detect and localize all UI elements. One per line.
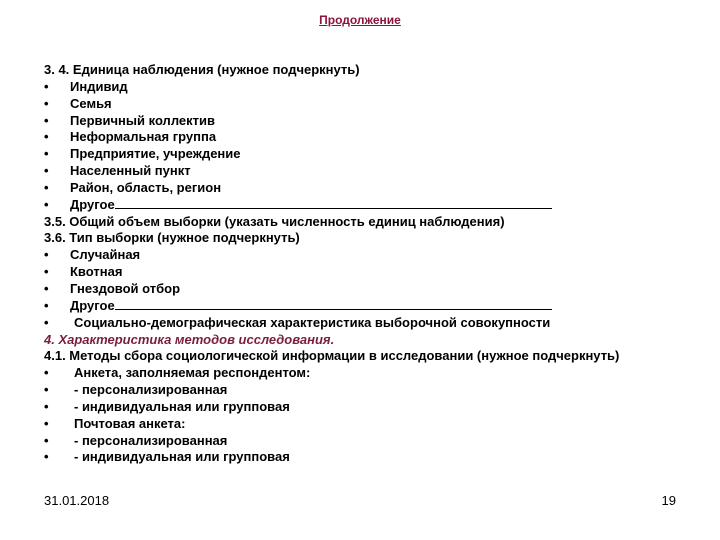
footer-date: 31.01.2018 [44,493,110,508]
list-item-label: Индивид [70,78,128,94]
bullet-icon: • [44,196,49,212]
heading-3-4: 3. 4. Единица наблюдения (нужное подчеркнуть) [44,62,360,77]
list-item-primary-collective [44,113,704,130]
bullet-icon: • [44,179,49,195]
fill-in-blank[interactable] [115,298,552,310]
list-item-individual-group [44,399,704,416]
bullet-icon: • [44,432,49,448]
list-item-label: Почтовая анкета: [74,415,186,431]
bullet-icon: • [44,95,49,111]
list-item-label: - индивидуальная или групповая [74,449,290,465]
list-item-personalized [44,382,704,399]
list-item-label: Неформальная группа [70,129,217,145]
list-item-individual-group-2 [44,449,704,466]
list-item-enterprise [44,146,704,163]
bullet-icon: • [44,398,49,414]
bullet-icon: • [44,314,49,330]
list-item-random [44,247,704,264]
list-item-label: Социально-демографическая характеристика выборочной совокупности [74,314,551,330]
slide-title: Продолжение [319,13,401,27]
heading-3-5: 3.5. Общий объем выборки (указать численность единиц наблюдения) [44,213,505,229]
heading-3-6: 3.6. Тип выборки (нужное подчеркнуть) [44,230,300,246]
list-item-demographics [44,315,704,332]
list-item-label: Квотная [70,264,123,280]
list-item-personalized-2 [44,433,704,450]
list-item-label: Населенный пункт [70,163,191,179]
page-number: 19 [661,493,676,508]
list-item-label: Гнездовой отбор [70,280,181,296]
list-item-other-sample [44,298,704,315]
list-item-cluster [44,281,704,298]
bullet-icon: • [44,78,49,94]
list-item-family [44,96,704,113]
list-item-label: Семья [70,95,112,111]
section-heading-4: 4. Характеристика методов исследования. [44,331,335,347]
list-item-settlement [44,163,704,180]
list-item-label: Другое [70,196,115,212]
bullet-icon: • [44,146,49,162]
list-item-label: Первичный коллектив [70,112,215,128]
bullet-icon: • [44,247,49,263]
list-item-label: - индивидуальная или групповая [74,398,290,414]
list-item-other [44,197,704,214]
bullet-icon: • [44,264,49,280]
list-item-label: - персонализированная [74,432,228,448]
list-item-label: Район, область, регион [70,179,222,195]
bullet-icon: • [44,129,49,145]
list-item-region [44,180,704,197]
list-item-label: Случайная [70,247,141,263]
bullet-icon: • [44,449,49,465]
list-item-individual [44,79,704,96]
list-item-quota [44,264,704,281]
list-item-postal [44,416,704,433]
list-item-label: Другое [70,297,115,313]
list-item-label: - персонализированная [74,382,228,398]
slide-content [44,62,704,466]
bullet-icon: • [44,297,49,313]
bullet-icon: • [44,112,49,128]
bullet-icon: • [44,163,49,179]
list-item-informal-group [44,129,704,146]
heading-4-1: 4.1. Методы сбора социологической информации в исследовании (нужное подчеркнуть) [44,348,620,364]
bullet-icon: • [44,280,49,296]
list-item-label: Предприятие, учреждение [70,146,241,162]
bullet-icon: • [44,382,49,398]
bullet-icon: • [44,415,49,431]
fill-in-blank[interactable] [115,197,552,209]
list-item-label: Анкета, заполняемая респондентом: [74,365,311,381]
list-item-questionnaire [44,365,704,382]
bullet-icon: • [44,365,49,381]
